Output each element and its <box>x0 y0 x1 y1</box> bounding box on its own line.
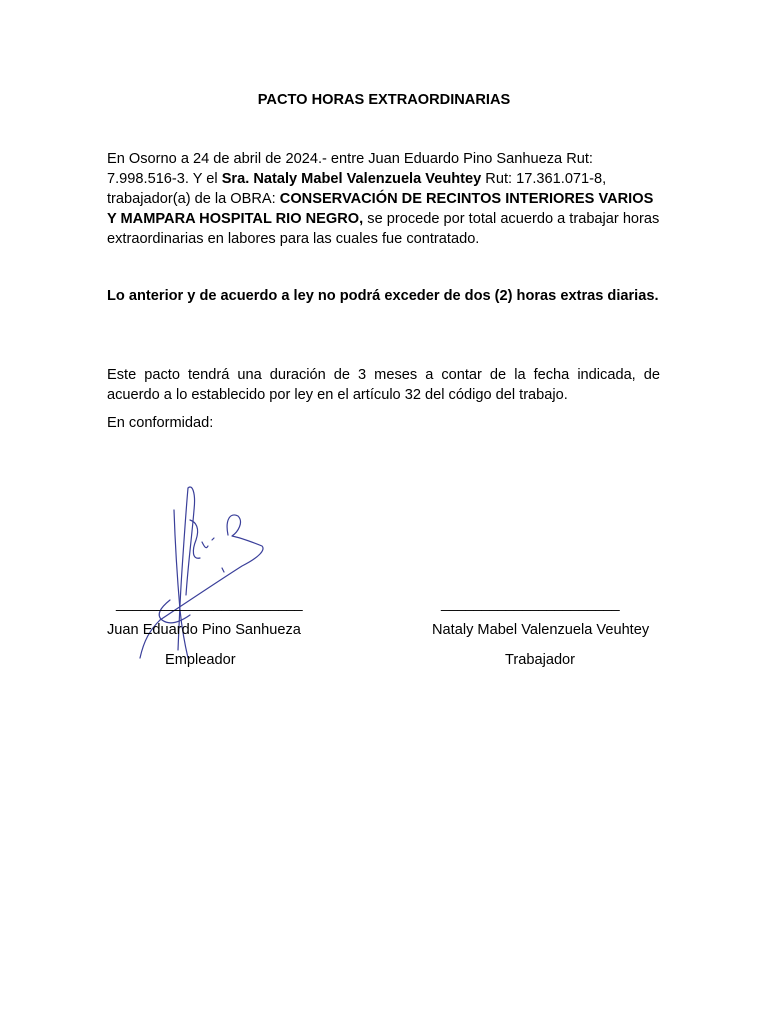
worker-name: Nataly Mabel Valenzuela Veuhtey <box>432 622 650 638</box>
paragraph-agreement <box>107 149 660 249</box>
worker-name-bold: Sra. Nataly Mabel Valenzuela Veuhtey <box>221 171 482 187</box>
paragraph-duration: Este pacto tendrá una duración de 3 meses a contar de la fecha indicada, de acuerdo a lo establecido por ley en el artículo 32 del código del trabajo. <box>107 367 660 403</box>
project-name-bold: CONSERVACIÓN DE RECINTOS INTERIORES VARIOS Y MAMPARA HOSPITAL RIO NEGRO, <box>107 191 654 227</box>
agreement-text-2: Rut: 17.361.071-8, trabajador(a) de la OBRA: <box>107 171 607 207</box>
employer-name: Juan Eduardo Pino Sanhueza <box>107 622 301 638</box>
employer-role: Empleador <box>165 652 236 668</box>
paragraph-limit: Lo anterior y de acuerdo a ley no podrá exceder de dos (2) horas extras diarias. <box>107 288 659 304</box>
paragraph-conformity: En conformidad: <box>107 415 214 431</box>
worker-role: Trabajador <box>505 652 576 668</box>
agreement-text-1: En Osorno a 24 de abril de 2024.- entre Juan Eduardo Pino Sanhueza Rut: 7.998.516-3. Y el <box>107 151 593 187</box>
agreement-text-3: se procede por total acuerdo a trabajar horas extraordinarias en labores para las cuales fue contratado. <box>107 211 660 247</box>
worker-signature-line: ______________________ <box>441 596 620 612</box>
employer-signature-line: _______________________ <box>116 596 303 612</box>
document-title: PACTO HORAS EXTRAORDINARIAS <box>257 92 511 108</box>
